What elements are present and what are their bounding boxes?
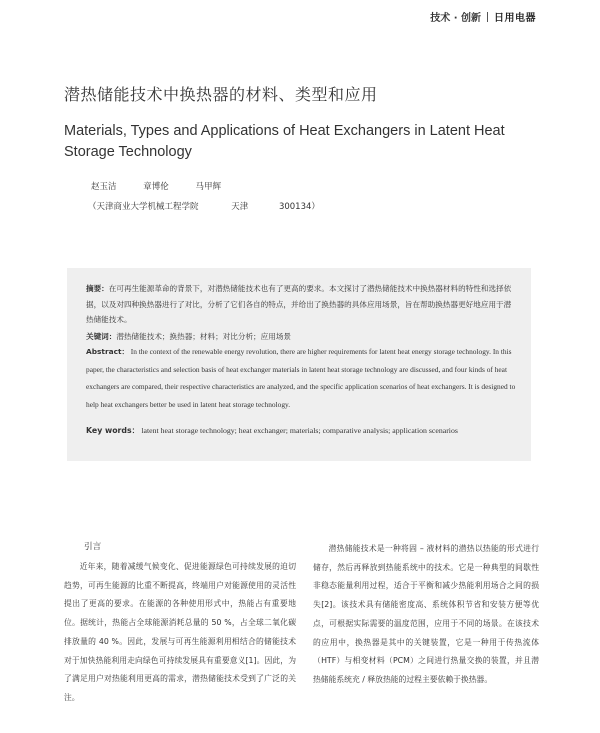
keywords-en-label: Key words： — [86, 426, 140, 435]
affiliation-city: 天津 — [231, 202, 249, 212]
abstract-cn-label: 摘要： — [86, 284, 109, 293]
author-list — [91, 180, 221, 192]
author-affiliation — [88, 200, 320, 212]
affiliation-institution: （天津商业大学机械工程学院 — [88, 202, 199, 212]
journal-logo: 日用电器 — [494, 13, 536, 24]
paper-title-chinese: 潜热储能技术中换热器的材料、类型和应用 — [64, 85, 378, 104]
body-column-left — [64, 558, 296, 708]
keywords-english — [86, 422, 518, 439]
keywords-en-text: latent heat storage technology; heat exchanger; materials; comparative analysis; application scenarios — [141, 426, 458, 435]
paper-title-english: Materials, Types and Applications of Heat Exchangers in Latent Heat Storage Technology — [64, 123, 505, 160]
keywords-cn-label: 关键词： — [86, 332, 117, 341]
abstract-english — [86, 343, 518, 413]
abstract-en-label: Abstract： — [86, 347, 129, 356]
header-separator — [487, 12, 488, 22]
keywords-cn-text: 潜热储能技术；换热器；材料；对比分析；应用场景 — [116, 332, 292, 341]
abstract-chinese — [86, 281, 518, 328]
abstract-cn-text: 在可再生能源革命的背景下，对潜热储能技术也有了更高的要求。本文探讨了潜热储能技术中换热器材料的特性和选择依据，以及对四种换热器进行了对比，分析了它们各自的特点，并给出了换热器的具体应用场景，旨在帮助换热器更好地应用于潜热储能技术。 — [86, 284, 512, 325]
affiliation-zip: 300134） — [278, 202, 320, 212]
section-heading-introduction: 引言 — [84, 542, 102, 552]
keywords-chinese — [86, 329, 518, 344]
header-category-tag — [430, 9, 536, 24]
author-name: 赵玉洁 — [91, 182, 117, 192]
body-column-right — [313, 540, 539, 690]
author-name: 章博伦 — [143, 182, 169, 192]
abstract-en-text: In the context of the renewable energy revolution, there are higher requirements for latent heat energy storage technology. In this paper, the characteristics and selection basis of heat exchanger materials in latent heat storage technology are discussed, and four kinds of heat exchangers are compared, their respective characteristics are analyzed, and the specific application scenarios of heat exchangers. It is designed to help heat exchangers better be used in latent heat storage technology. — [86, 347, 516, 409]
header-category: 技术 · 创新 — [430, 13, 481, 24]
body-paragraph: 近年来，随着减缓气候变化、促进能源绿色可持续发展的迫切趋势，可再生能源的比重不断提高，终端用户对能源使用的灵活性提出了更高的要求。在能源的各种使用形式中，热能占有重要地位。据统计，热能占全球能源消耗总量的 50 %，占全球二氧化碳排放量的 40 %。因此，发展与可再生能源利用相结合的储能技术对于加快热能利用走向绿色可持续发展具有重要意义[1]。因此，为了满足用户对热能利用更高的需求，潜热储能技术受到了广泛的关注。 — [64, 562, 296, 702]
author-name: 马甲辉 — [195, 182, 221, 192]
body-paragraph: 潜热储能技术是一种将固 – 液材料的潜热以热能的形式进行储存，然后再释放到热能系统中的技术。它是一种典型的间歇性非稳态能量利用过程，适合于平衡和减少热能利用场合之间的损失[2]。该技术具有储能密度高、系统体积节省和安装方便等优点，可根据实际需要的温度范围，应用于不同的场景。在该技术的应用中，换热器是其中的关键装置，它是一种用于传热流体（HTF）与相变材料（PCM）之间进行热量交换的装置，并且潜热储能系统充 / 释放热能的过程主要依赖于换热器。 — [313, 544, 539, 684]
